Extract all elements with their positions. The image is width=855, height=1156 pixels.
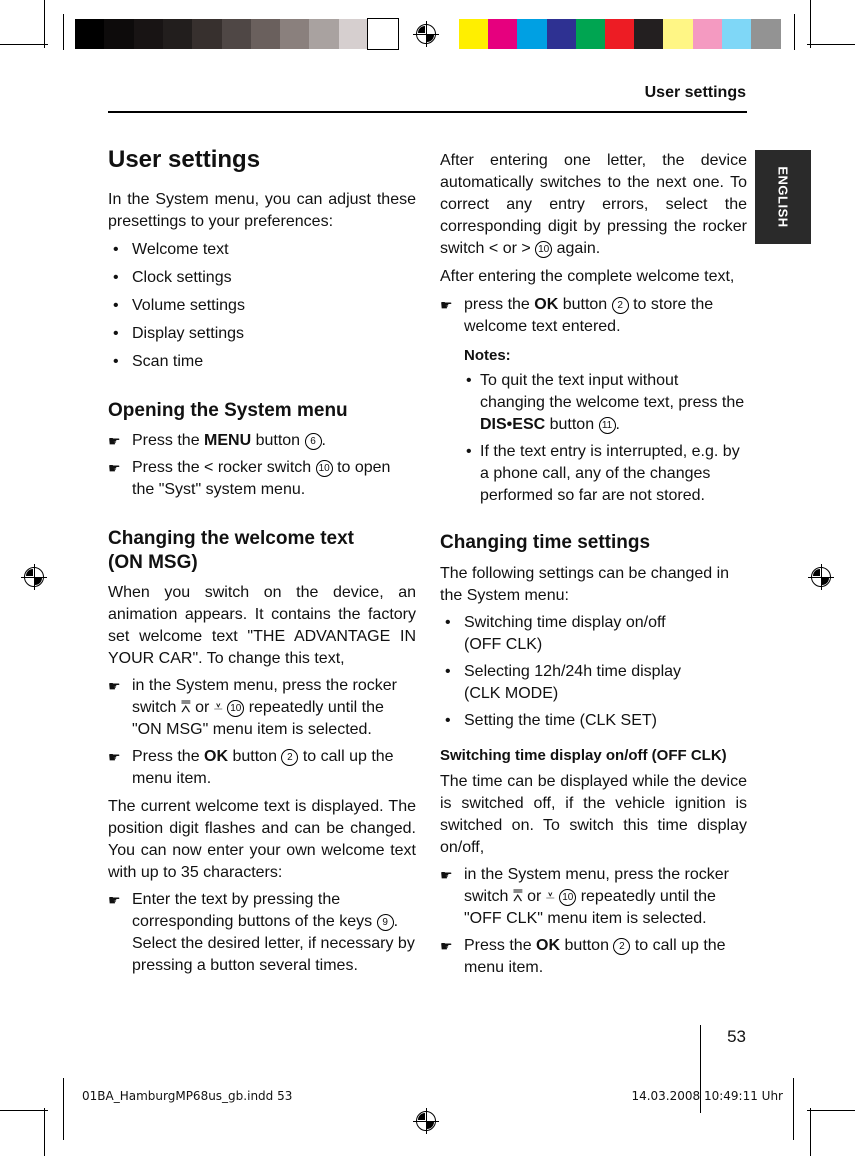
pointing-hand-icon: ☛	[108, 460, 121, 476]
down-arrow-icon: ⩡	[213, 699, 228, 716]
language-tab	[755, 150, 811, 244]
paragraph: The time can be displayed while the device is switched off, if the vehicle ignition is switched on. To switch this time display on/off,	[440, 773, 747, 856]
list-item: • Selecting 12h/24h time display (CLK MODE)	[445, 663, 682, 702]
color-swatch	[309, 19, 339, 49]
section-heading: (ON MSG)	[108, 552, 198, 573]
page-title: User settings	[108, 146, 261, 173]
color-swatch	[488, 19, 518, 49]
crop-mark	[807, 44, 855, 45]
chevron-left-icon: <	[204, 459, 218, 476]
crop-mark	[63, 14, 64, 50]
list-item: • Welcome text	[113, 241, 229, 258]
color-swatch	[339, 19, 369, 49]
instruction-step: ☛ Enter the text by pressing the corresponding buttons of the keys 9 . Select the desired letter, if necessary by pressing a button several times.	[108, 891, 415, 974]
registration-mark-icon	[413, 21, 439, 47]
notes-title: Notes:	[464, 347, 511, 364]
color-swatch	[576, 19, 606, 49]
registration-mark-icon	[413, 1108, 439, 1134]
paragraph: The following settings can be changed in the System menu:	[440, 565, 730, 604]
intro-paragraph: In the System menu, you can adjust these presettings to your preferences:	[108, 191, 416, 230]
left-column	[108, 146, 416, 977]
color-swatch	[75, 19, 105, 49]
chevron-right-icon: >	[521, 240, 536, 257]
language-tab-label: ENGLISH	[775, 166, 791, 228]
instruction-step: ☛ Press the < rocker switch 10 to open the "Syst" system menu.	[108, 459, 391, 498]
paragraph: When you switch on the device, an animation appears. It contains the factory set welcome text "THE ADVANTAGE IN YOUR CAR". To change this text,	[108, 584, 416, 667]
color-swatch	[251, 19, 281, 49]
color-swatch	[104, 19, 134, 49]
paragraph: After entering the complete welcome text,	[440, 268, 735, 285]
crop-mark	[810, 0, 811, 48]
crop-mark	[794, 14, 795, 50]
up-arrow-icon: ⩞	[180, 699, 196, 716]
list-item: • Scan time	[113, 353, 204, 370]
color-swatch	[163, 19, 193, 49]
pointing-hand-icon: ☛	[108, 433, 121, 449]
crop-mark	[0, 1110, 48, 1111]
footer-file-name: 01BA_HamburgMP68us_gb.indd 53	[82, 1089, 293, 1103]
page-number: 53	[727, 1027, 746, 1046]
color-swatch	[547, 19, 577, 49]
registration-mark-icon	[21, 564, 47, 590]
settings-list	[108, 239, 416, 373]
color-swatch	[222, 19, 252, 49]
header-rule	[108, 111, 747, 113]
notes-block	[440, 346, 747, 507]
down-arrow-icon: ⩡	[545, 888, 560, 905]
pointing-hand-icon: ☛	[108, 678, 121, 694]
color-swatch	[368, 19, 398, 49]
color-swatch	[134, 19, 164, 49]
crop-mark	[44, 0, 45, 48]
subsection-heading: Switching time display on/off (OFF CLK)	[440, 747, 727, 764]
section-heading: Changing time settings	[440, 532, 651, 553]
color-swatch	[459, 19, 489, 49]
note-item: • If the text entry is interrupted, e.g. by a phone call, any of the changes performed so far are not stored.	[466, 443, 740, 504]
pointing-hand-icon: ☛	[108, 749, 121, 765]
crop-mark	[0, 44, 48, 45]
color-swatch	[693, 19, 723, 49]
crop-mark	[810, 1108, 811, 1156]
crop-mark	[793, 1078, 794, 1140]
crop-mark	[807, 1110, 855, 1111]
instruction-step: ☛ Press the OK button 2 to call up the menu item.	[108, 748, 394, 787]
color-swatch	[751, 19, 781, 49]
instruction-step: ☛ Press the OK button 2 to call up the menu item.	[440, 937, 726, 976]
instruction-step: ☛ in the System menu, press the rocker switch ⩞ or ⩡ 10 repeatedly until the "OFF CLK" menu item is selected.	[440, 866, 729, 927]
color-swatch	[280, 19, 310, 49]
color-swatch	[722, 19, 752, 49]
list-item: • Display settings	[113, 325, 245, 342]
pointing-hand-icon: ☛	[440, 867, 453, 883]
section-heading: Changing the welcome text	[108, 528, 354, 549]
instruction-step: ☛ in the System menu, press the rocker switch ⩞ or ⩡ 10 repeatedly until the "ON MSG" menu item is selected.	[108, 677, 397, 738]
up-arrow-icon: ⩞	[512, 888, 528, 905]
color-swatch	[517, 19, 547, 49]
pointing-hand-icon: ☛	[440, 297, 453, 313]
color-swatch	[634, 19, 664, 49]
list-item: • Volume settings	[113, 297, 245, 314]
chevron-left-icon: <	[488, 240, 503, 257]
running-header-title: User settings	[644, 84, 746, 101]
pointing-hand-icon: ☛	[108, 892, 121, 908]
pointing-hand-icon: ☛	[440, 938, 453, 954]
list-item: • Clock settings	[113, 269, 232, 286]
footer-timestamp: 14.03.2008 10:49:11 Uhr	[631, 1089, 783, 1103]
list-item: • Switching time display on/off (OFF CLK)	[445, 614, 666, 653]
right-column	[440, 150, 747, 979]
color-swatch	[663, 19, 693, 49]
instruction-step: ☛ Press the MENU button 6 .	[108, 430, 416, 452]
paragraph: The current welcome text is displayed. The position digit flashes and can be changed. You can now enter your own welcome text with up to 35 characters:	[108, 798, 416, 881]
color-swatch	[192, 19, 222, 49]
note-item: • To quit the text input without changing the welcome text, press the DIS•ESC button 11 .	[466, 372, 745, 433]
registration-mark-icon	[808, 564, 834, 590]
color-swatch	[605, 19, 635, 49]
crop-mark	[63, 1078, 64, 1140]
paragraph: After entering one letter, the device automatically switches to the next one. To correct any entry errors, select the corresponding digit by pressing the rocker switch < or > 10 again.	[440, 152, 747, 257]
crop-mark	[44, 1108, 45, 1156]
section-heading: Opening the System menu	[108, 400, 348, 421]
instruction-step: ☛ press the OK button 2 to store the welcome text entered.	[440, 296, 714, 335]
list-item: • Setting the time (CLK SET)	[445, 712, 657, 729]
